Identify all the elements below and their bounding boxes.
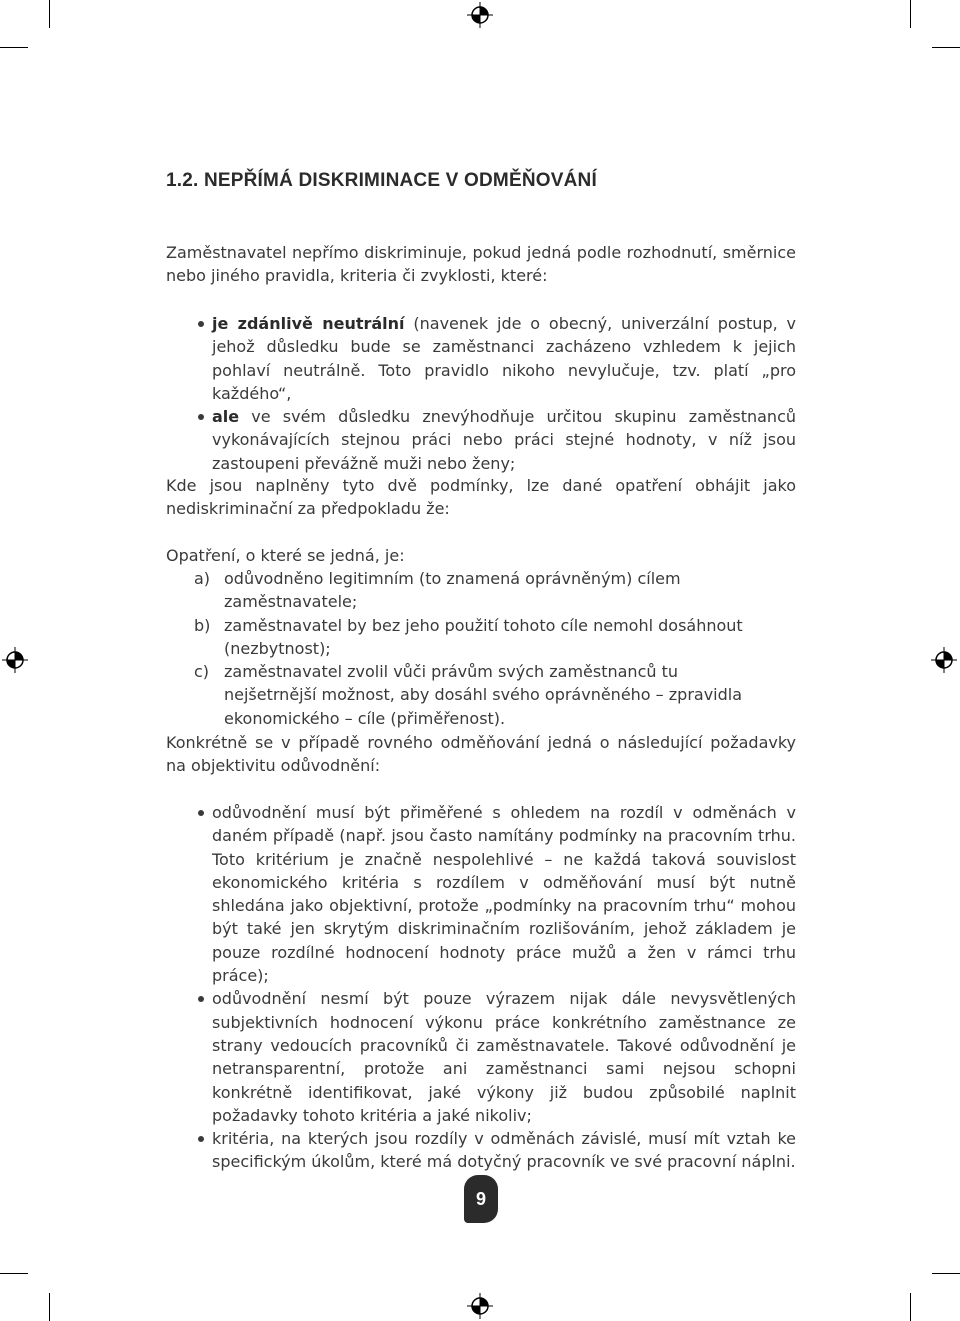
registration-mark-icon bbox=[931, 647, 957, 673]
condition-keyword: je zdánlivě neutrální bbox=[212, 314, 405, 333]
conditions-list bbox=[166, 312, 796, 475]
condition-keyword: ale bbox=[212, 407, 240, 427]
crop-mark bbox=[910, 1293, 911, 1321]
list-label: c) bbox=[194, 662, 210, 682]
intro-paragraph: Zaměstnavatel nepřímo diskriminuje, pokud jedná podle rozhodnutí, směrnice nebo jiného pravidla, kriteria či zvyklosti, které: bbox=[166, 243, 796, 286]
requirements-list bbox=[166, 801, 796, 1174]
crop-mark bbox=[0, 1273, 28, 1274]
registration-mark-icon bbox=[2, 647, 28, 673]
list-label: a) bbox=[194, 569, 211, 588]
list-item bbox=[166, 660, 796, 730]
defense-paragraph: Kde jsou naplněny tyto dvě podmínky, lze dané opatření obhájit jako nediskriminační za předpokladu že: bbox=[166, 476, 796, 519]
measure-text: odůvodněno legitimním (to znamená oprávněným) cílem zaměstnavatele; bbox=[224, 569, 681, 612]
page-number: 9 bbox=[464, 1175, 498, 1223]
crop-mark bbox=[49, 1293, 50, 1321]
crop-mark bbox=[910, 0, 911, 28]
list-item bbox=[166, 614, 796, 661]
measure-text: zaměstnavatel zvolil vůči právům svých zaměstnanců tu nejšetrnější možnost, aby dosáhl svého oprávněného – zpravidla ekonomického – cíle (přiměřenost). bbox=[224, 662, 743, 728]
list-item bbox=[166, 405, 796, 475]
registration-mark-icon bbox=[467, 2, 493, 28]
list-item: kritéria, na kterých jsou rozdíly v odměnách závislé, musí mít vztah ke specifickým úkolům, které má dotyčný pracovník ve své pracovní náplni. bbox=[166, 1127, 796, 1174]
registration-mark-icon bbox=[467, 1293, 493, 1319]
crop-mark bbox=[932, 47, 960, 48]
crop-mark bbox=[932, 1273, 960, 1274]
crop-mark bbox=[0, 47, 28, 48]
list-label: b) bbox=[194, 615, 211, 635]
list-item: odůvodnění nesmí být pouze výrazem nijak dále nevysvětlených subjektivních hodnocení výkonu práce konkrétního zaměstnance ze strany vedoucích pracovníků či zaměstnavatele. Takové odůvodnění je netransparentní, protože ani zaměstnanci sami nejsou schopni konkrétně identifikovat, jaké výkony již budou způsobilé naplnit požadavky tohoto kritéria a jaké nikoliv; bbox=[166, 987, 796, 1127]
crop-mark bbox=[49, 0, 50, 28]
measures-list bbox=[166, 567, 796, 730]
condition-text: (navenek jde o obecný, univerzální postup, v jehož důsledku bude se zaměstnanci zacházeno vzhledem k jejich pohlaví neutrálně. Toto pravidlo nikoho nevylučuje, tzv. platí „pro každého“, bbox=[212, 314, 797, 403]
list-item: odůvodnění musí být přiměřené s ohledem na rozdíl v odměnách v daném případě (např. jsou často namítány podmínky na pracovním trhu. Toto kritérium je značně nespolehlivé – ne každá taková souvislost ekonomického kritéria s rozdílem v odměňování musí být nutně shledána jako objektivní, protože „podmínky na pracovním trhu“ mohou být také jen skrytým diskriminačním rozlišováním, jehož základem je pouze rozdílné hodnocení hodnoty práce mužů a žen v rámci trhu práce); bbox=[166, 801, 796, 987]
concrete-paragraph: Konkrétně se v případě rovného odměňování jedná o následující požadavky na objektivitu odůvodnění: bbox=[166, 733, 796, 776]
list-item bbox=[166, 567, 796, 614]
condition-text: ve svém důsledku znevýhodňuje určitou skupinu zaměstnanců vykonávajících stejnou práci nebo práci stejné hodnoty, v níž jsou zastoupeni převážně muži nebo ženy; bbox=[212, 407, 796, 473]
section-heading: 1.2. NEPŘÍMÁ DISKRIMINACE V ODMĚŇOVÁNÍ bbox=[166, 170, 597, 191]
measure-text: zaměstnavatel by bez jeho použití tohoto cíle nemohl dosáhnout (nezbytnost); bbox=[224, 615, 743, 658]
measure-intro: Opatření, o které se jedná, je: bbox=[166, 546, 405, 565]
list-item bbox=[166, 312, 796, 405]
